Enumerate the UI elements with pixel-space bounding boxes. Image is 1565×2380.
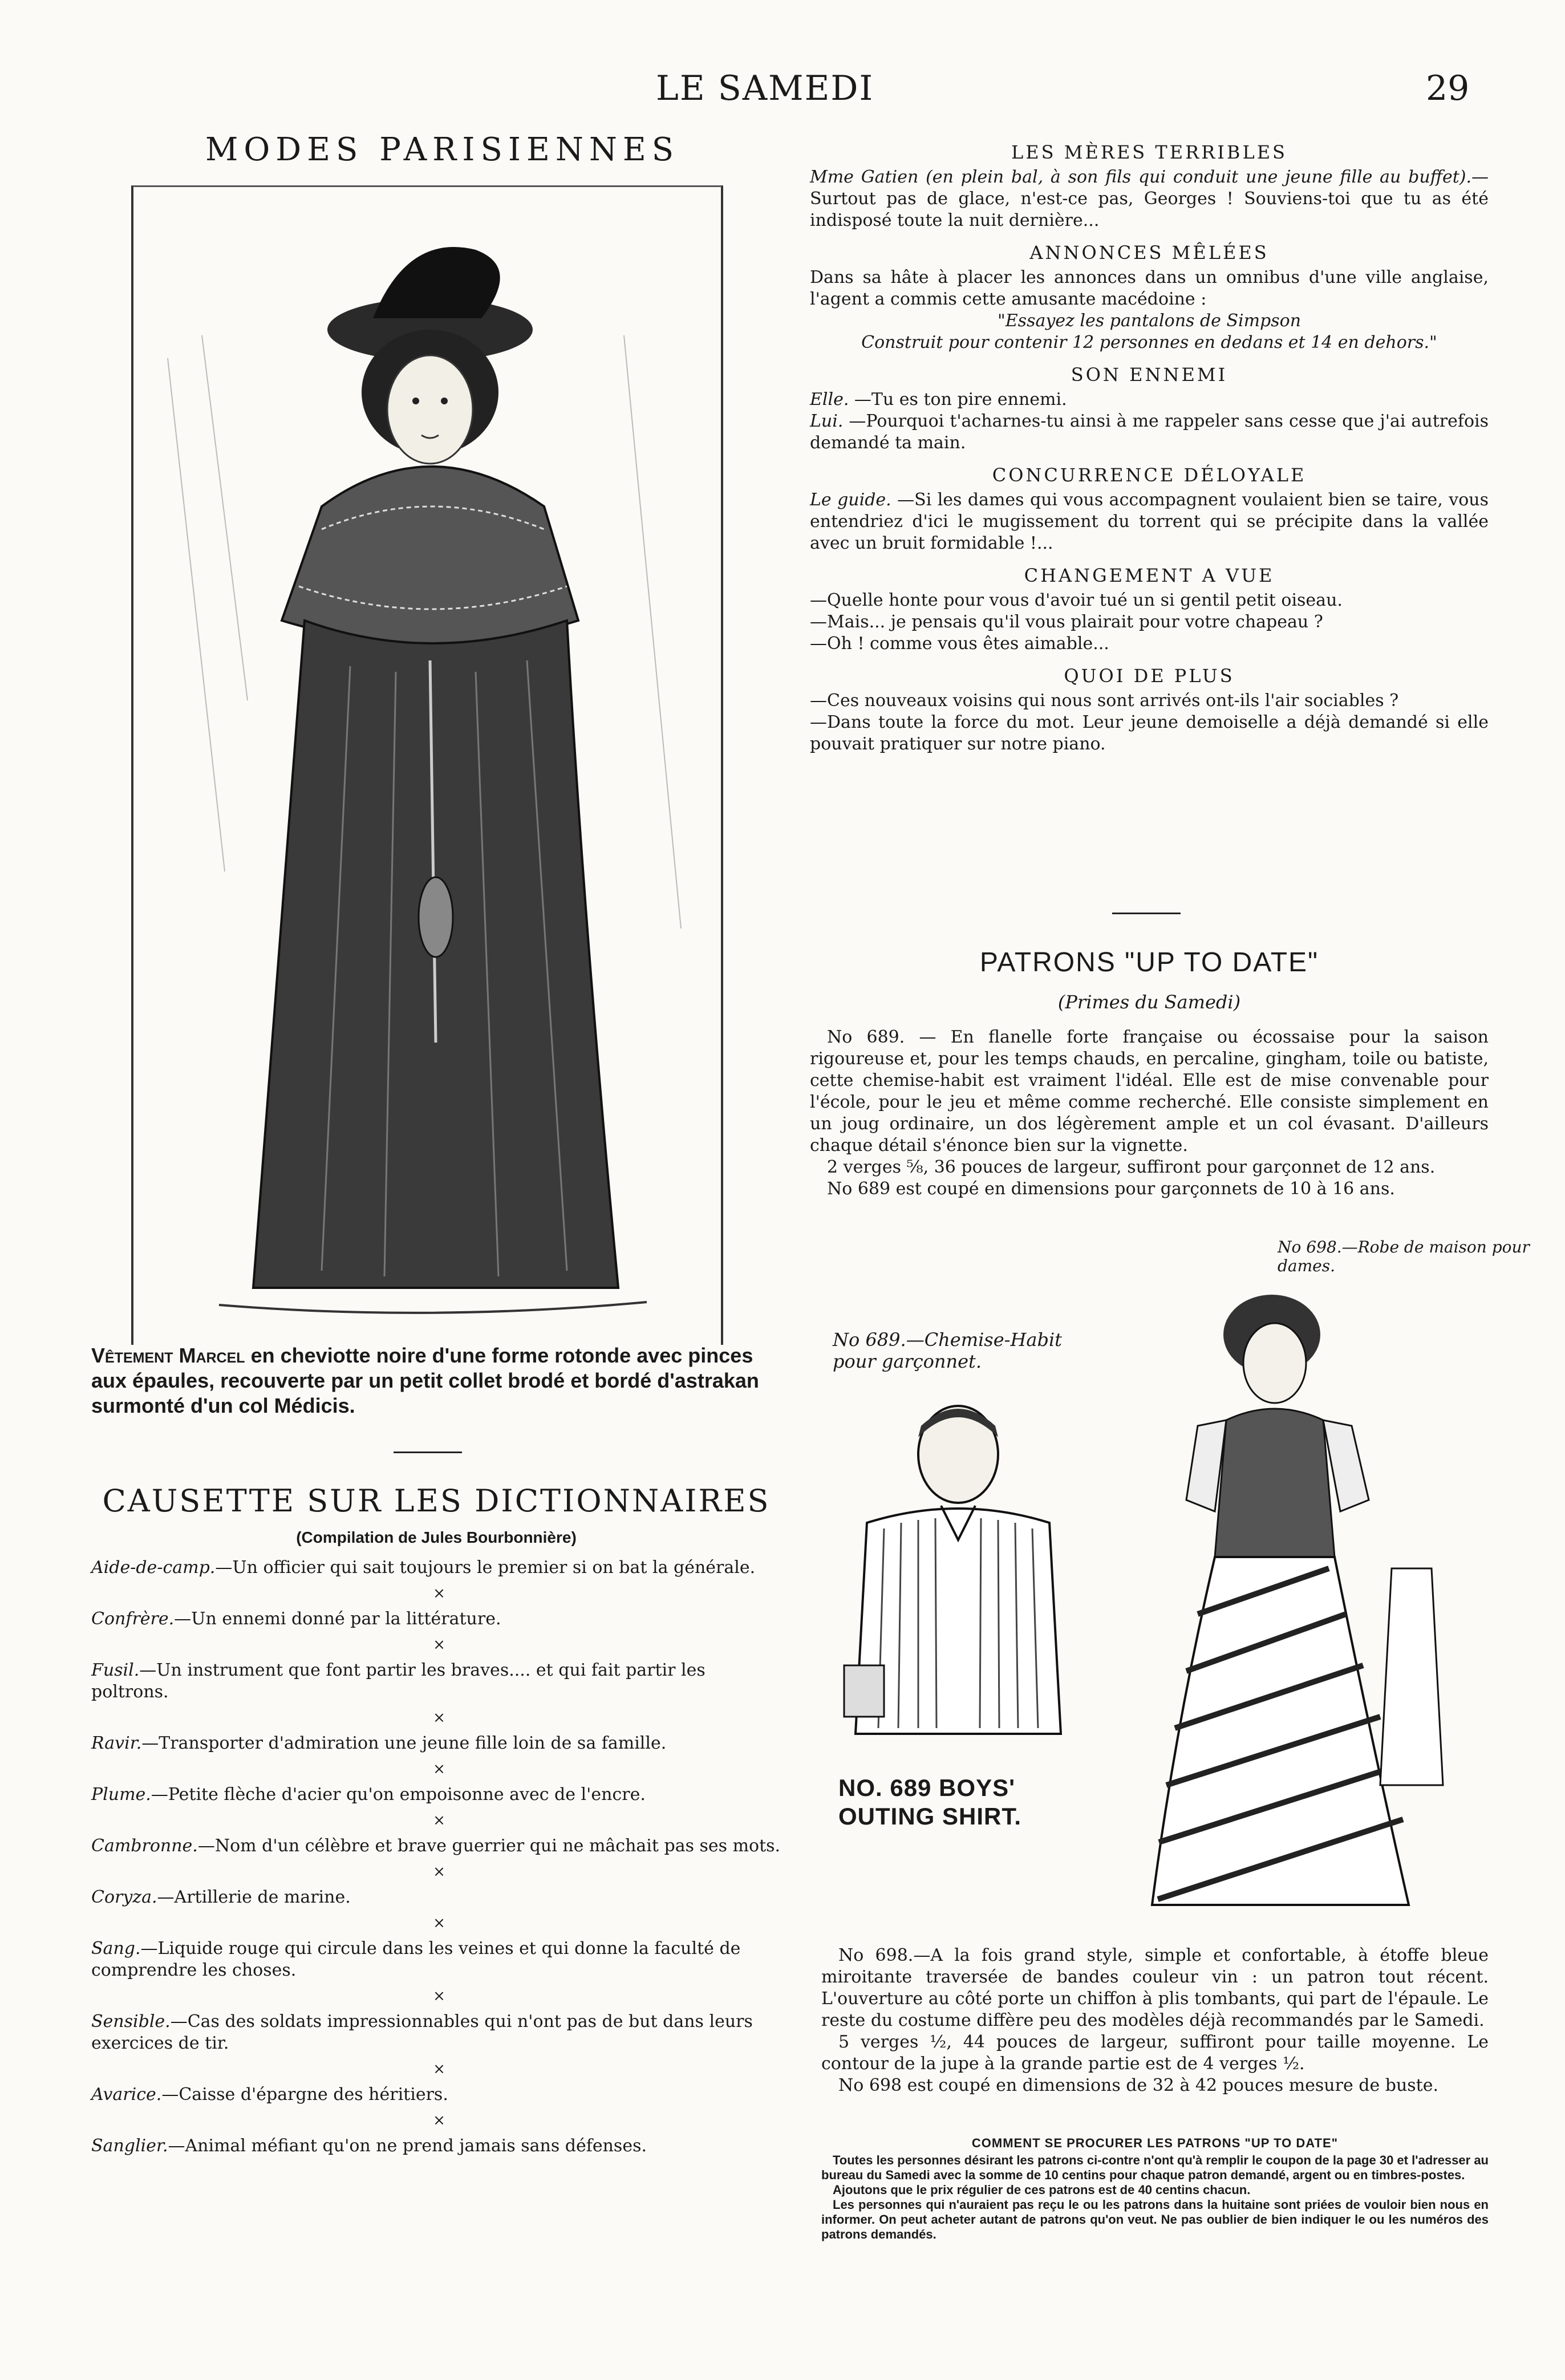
heading-concurrence: CONCURRENCE DÉLOYALE: [992, 464, 1307, 486]
separator: ×: [433, 2112, 445, 2129]
cape-illustration: [133, 187, 721, 1345]
dictionary-entry: Sang.—Liquide rouge qui circule dans les veines et qui donne la faculté de comprendre les choses.: [91, 1939, 741, 1980]
figure-caption: [91, 1343, 787, 1418]
heading-annonces: ANNONCES MÊLÉES: [1029, 242, 1269, 263]
caption-text: en cheviotte noire d'une forme rotonde avec pinces aux épaules, recouverte par un petit collet brodé et bordé d'astrakan surmonté d'un col Médicis.: [91, 1344, 759, 1417]
text-changement-1: —Quelle honte pour vous d'avoir tué un si gentil petit oiseau.: [810, 590, 1343, 610]
quote-annonces-2: Construit pour contenir 12 personnes en dedans et 14 en dehors.": [861, 333, 1437, 352]
text-changement-3: —Oh ! comme vous êtes aimable...: [810, 634, 1109, 654]
text-concurrence: Le guide. —Si les dames qui vous accompagnent voulaient bien se taire, vous entendriez d'ici le mugissement du torrent qui se précipite dans la vallée avec un bruit formidable !...: [810, 490, 1489, 553]
text-annonces: Dans sa hâte à placer les annonces dans un omnibus d'une ville anglaise, l'agent a commis cette amusante macédoine :: [810, 267, 1489, 309]
separator: ×: [433, 1812, 445, 1829]
patron-698-desc: No 698.—A la fois grand style, simple et confortable, à étoffe bleue miroitante traversée de bandes couleur vin : un patron tout récent. L'ouverture au côté porte un chiffon à plis tombants, qui part de l'épaule. Le reste du costume diffère peu des modèles déjà recommandés par le Samedi.: [821, 1945, 1489, 2030]
comment-p2: Ajoutons que le prix régulier de ces patrons est de 40 centins chacun.: [833, 2183, 1251, 2197]
comment-p1: Toutes les personnes désirant les patrons ci-contre n'ont qu'à remplir le coupon de la page 30 et l'adresser au bureau du Samedi avec la somme de 10 centins pour chaque patron demandé, argent ou en timbres-postes.: [821, 2153, 1489, 2182]
dictionary-entry: Sensible.—Cas des soldats impressionnables qui n'ont pas de but dans leurs exercices de tir.: [91, 2012, 753, 2053]
patron-698-sizes: No 698 est coupé en dimensions de 32 à 42 pouces mesure de buste.: [838, 2075, 1439, 2095]
caption-lead: Vêtement Marcel: [91, 1344, 245, 1367]
separator: ×: [433, 1761, 445, 1778]
shirt-caption: NO. 689 BOYS' OUTING SHIRT.: [838, 1774, 1022, 1830]
patron-689-yardage: 2 verges ⅝, 36 pouces de largeur, suffiront pour garçonnet de 12 ans.: [827, 1157, 1436, 1177]
quote-annonces-1: "Essayez les pantalons de Simpson: [997, 311, 1302, 331]
patrons-689-text: [810, 1027, 1489, 1200]
dictionary-entry: Confrère.—Un ennemi donné par la littérature.: [91, 1609, 501, 1629]
separator: ×: [433, 1585, 445, 1602]
separator: ×: [433, 1709, 445, 1726]
dictionary-entry: Avarice.—Caisse d'épargne des héritiers.: [91, 2085, 448, 2105]
separator: ×: [433, 2061, 445, 2078]
anecdotes-column: [810, 131, 1489, 755]
dictionary-title: CAUSETTE SUR LES DICTIONNAIRES: [102, 1483, 771, 1519]
comment-p3: Les personnes qui n'auraient pas reçu le ou les patrons dans la huitaine sont priées de vouloir bien nous en informer. On peut acheter autant de patrons qu'on veut. Ne pas oublier de bien indiquer le ou les numéros des patrons demandés.: [821, 2197, 1489, 2241]
heading-ennemi: SON ENNEMI: [1071, 364, 1228, 386]
text-changement-2: —Mais... je pensais qu'il vous plairait pour votre chapeau ?: [810, 612, 1323, 632]
dictionary-entry: Plume.—Petite flèche d'acier qu'on empoisonne avec de l'encre.: [91, 1785, 646, 1805]
text-ennemi-2: Lui. —Pourquoi t'acharnes-tu ainsi à me rappeler sans cesse que j'ai autrefois demandé ta main.: [810, 411, 1489, 453]
dictionary-entry: Aide-de-camp.—Un officier qui sait toujours le premier si on bat la générale.: [91, 1558, 756, 1578]
separator: ×: [433, 1988, 445, 2005]
heading-changement: CHANGEMENT A VUE: [1024, 565, 1275, 586]
figure-698-label: No 698.—Robe de maison pour dames.: [1278, 1238, 1530, 1275]
section-title: MODES PARISIENNES: [205, 131, 680, 168]
separator: ×: [433, 1863, 445, 1880]
page-number: 29: [1426, 68, 1470, 108]
text-ennemi-1: Elle. —Tu es ton pire ennemi.: [810, 390, 1067, 409]
patron-689-sizes: No 689 est coupé en dimensions pour garçonnets de 10 à 16 ans.: [827, 1179, 1395, 1199]
dictionary-entries: [91, 1557, 787, 2157]
heading-meres: LES MÈRES TERRIBLES: [1011, 141, 1287, 163]
patrons-subtitle: (Primes du Samedi): [1057, 991, 1241, 1013]
figure-689-label: No 689.—Chemise-Habit pour garçonnet.: [833, 1329, 1063, 1372]
running-title: LE SAMEDI: [656, 68, 874, 108]
dictionary-entry: Sanglier.—Animal méfiant qu'on ne prend jamais sans défenses.: [91, 2136, 647, 2156]
comment-title: COMMENT SE PROCURER LES PATRONS "UP TO DATE": [971, 2136, 1339, 2150]
boy-shirt-illustration: [833, 1392, 1084, 1762]
patron-689-desc: No 689. — En flanelle forte française ou écossaise pour la saison rigoureuse et, pour les temps chauds, en percaline, gingham, toile ou batiste, cette chemise-habit est vraiment l'idéal. Elle est de mise convenable pour l'école, pour le jeu et même comme recherché. Elle consiste simplement en un joug ordinaire, un dos légèrement ample et un col évasant. D'ailleurs chaque détail s'énonce bien sur la vignette.: [810, 1027, 1489, 1155]
house-dress-illustration: [1141, 1272, 1460, 1922]
dictionary-entry: Coryza.—Artillerie de marine.: [91, 1887, 351, 1907]
text-plus-2: —Dans toute la force du mot. Leur jeune demoiselle a déjà demandé si elle pouvait pratiquer sur notre piano.: [810, 712, 1489, 754]
heading-plus: QUOI DE PLUS: [1064, 665, 1235, 687]
text-meres: Mme Gatien (en plein bal, à son fils qui conduit une jeune fille au buffet).—Surtout pas de glace, n'est-ce pas, Georges ! Souviens-toi que tu as été indisposé toute la nuit dernière...: [810, 167, 1489, 230]
text-plus-1: —Ces nouveaux voisins qui nous sont arrivés ont-ils l'air sociables ?: [810, 691, 1399, 711]
dictionary-entry: Ravir.—Transporter d'admiration une jeune fille loin de sa famille.: [91, 1733, 667, 1753]
patron-698-yardage: 5 verges ½, 44 pouces de largeur, suffiront pour taille moyenne. Le contour de la jupe à la grande partie est de 4 verges ½.: [821, 2032, 1489, 2074]
dictionary-entry: Cambronne.—Nom d'un célèbre et brave guerrier qui ne mâchait pas ses mots.: [91, 1836, 781, 1856]
comment-text: [821, 2153, 1489, 2242]
patrons-title: PATRONS "UP TO DATE": [979, 947, 1319, 978]
dictionary-entry: Fusil.—Un instrument que font partir les braves.... et qui fait partir les poltrons.: [91, 1660, 706, 1702]
divider: [394, 1451, 462, 1453]
dictionary-subtitle: (Compilation de Jules Bourbonnière): [296, 1528, 577, 1546]
patron-698-text: [821, 1945, 1489, 2097]
separator: ×: [433, 1915, 445, 1932]
fashion-illustration-frame: [131, 185, 723, 1345]
divider: [1112, 913, 1181, 914]
separator: ×: [433, 1636, 445, 1653]
